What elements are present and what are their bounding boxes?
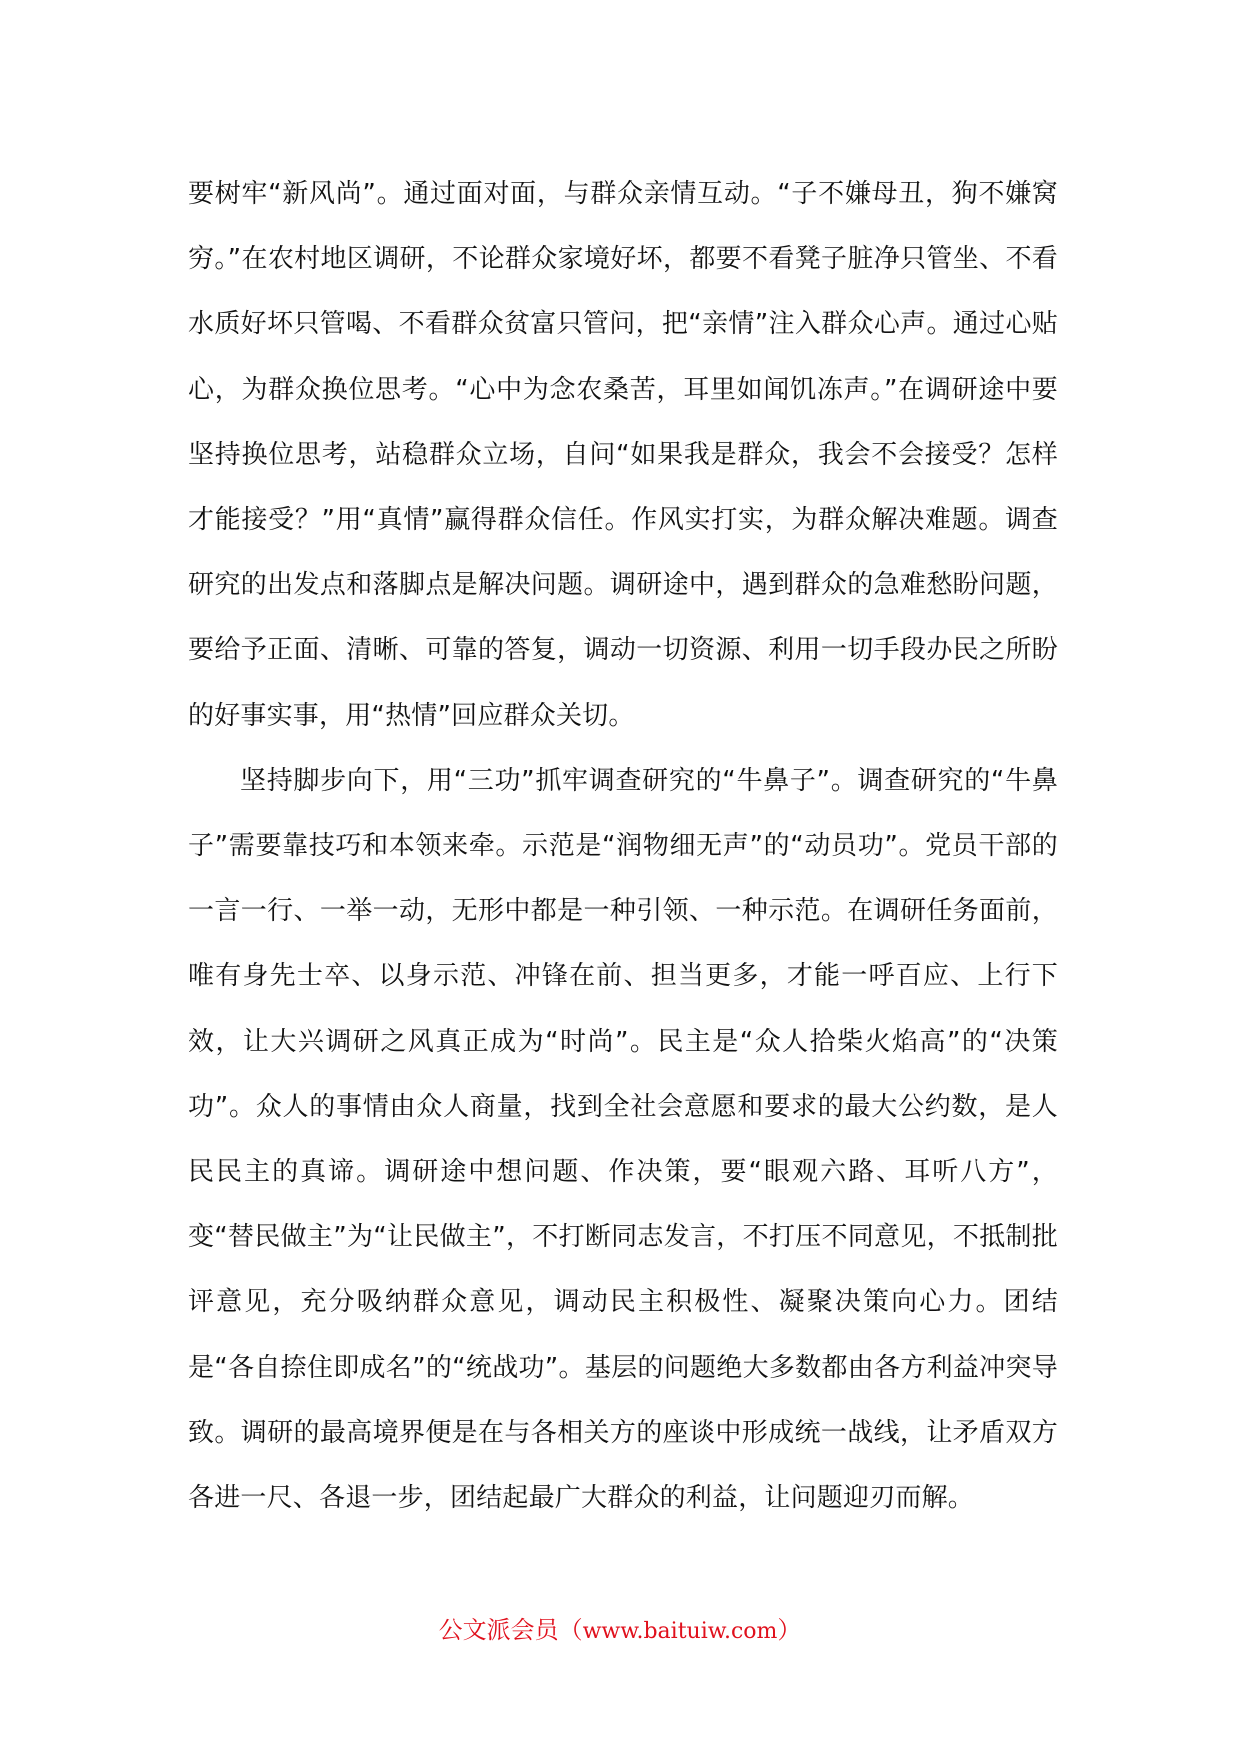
footer-watermark (0, 1612, 1240, 1650)
footer-url-link[interactable]: www.baituiw.com (582, 1619, 778, 1644)
document-body (188, 162, 1058, 1531)
footer-label: 公文派会员（ (438, 1616, 583, 1644)
footer-close: ） (777, 1616, 802, 1644)
paragraph-continued: 要树牢“新风尚”。通过面对面，与群众亲情互动。“子不嫌母丑，狗不嫌窝穷。”在农村地区调研，不论群众家境好坏，都要不看凳子脏净只管坐、不看水质好坏只管喝、不看群众贫富只管问，把“亲情”注入群众心声。通过心贴心，为群众换位思考。“心中为念农桑苦，耳里如闻饥冻声。”在调研途中要坚持换位思考，站稳群众立场，自问“如果我是群众，我会不会接受？怎样才能接受？”用“真情”赢得群众信任。作风实打实，为群众解决难题。调查研究的出发点和落脚点是解决问题。调研途中，遇到群众的急难愁盼问题，要给予正面、清晰、可靠的答复，调动一切资源、利用一切手段办民之所盼的好事实事，用“热情”回应群众关切。 (188, 179, 1058, 731)
paragraph-three-skills: 坚持脚步向下，用“三功”抓牢调查研究的“牛鼻子”。调查研究的“牛鼻子”需要靠技巧和本领来牵。示范是“润物细无声”的“动员功”。党员干部的一言一行、一举一动，无形中都是一种引领、一种示范。在调研任务面前，唯有身先士卒、以身示范、冲锋在前、担当更多，才能一呼百应、上行下效，让大兴调研之风真正成为“时尚”。民主是“众人拾柴火焰高”的“决策功”。众人的事情由众人商量，找到全社会意愿和要求的最大公约数，是人民民主的真谛。调研途中想问题、作决策，要“眼观六路、耳听八方”，变“替民做主”为“让民做主”，不打断同志发言，不打压不同意见，不抵制批评意见，充分吸纳群众意见，调动民主积极性、凝聚决策向心力。团结是“各自捺住即成名”的“统战功”。基层的问题绝大多数都由各方利益冲突导致。调研的最高境界便是在与各相关方的座谈中形成统一战线，让矛盾双方各进一尺、各退一步，团结起最广大群众的利益，让问题迎刃而解。 (188, 765, 1058, 1514)
